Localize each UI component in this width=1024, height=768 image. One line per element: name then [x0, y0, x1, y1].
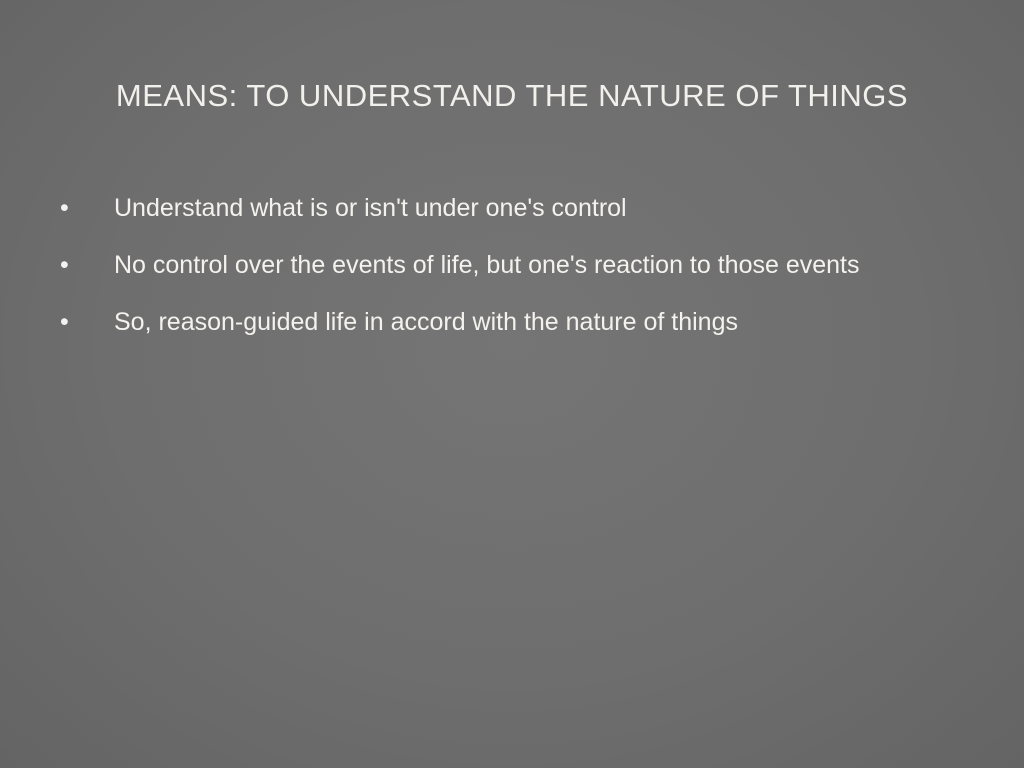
bullet-point-icon: •	[60, 308, 69, 336]
list-item-label: No control over the events of life, but one's reaction to those events	[114, 251, 860, 279]
list-item	[60, 249, 984, 282]
list-item	[60, 306, 984, 339]
bullet-list	[60, 192, 984, 363]
bullet-point-icon: •	[60, 251, 69, 279]
list-item-label: So, reason-guided life in accord with the nature of things	[114, 308, 738, 336]
list-item	[60, 192, 984, 225]
bullet-point-icon: •	[60, 194, 69, 222]
list-item-label: Understand what is or isn't under one's control	[114, 194, 627, 222]
page-title: MEANS: TO UNDERSTAND THE NATURE OF THINGS	[115, 78, 909, 113]
